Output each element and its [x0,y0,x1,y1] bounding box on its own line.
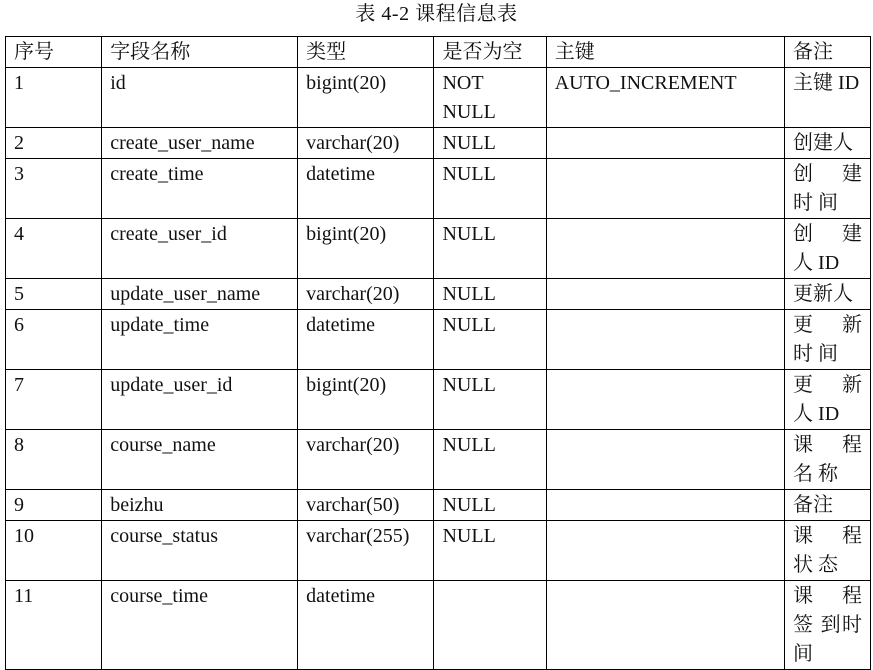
header-type: 类型 [298,37,434,68]
cell-nullable: NULL [434,370,546,430]
table-row [6,159,871,219]
header-no: 序号 [6,37,102,68]
table-row [6,310,871,370]
cell-field-name: course_name [102,430,298,490]
cell-field-name: create_user_id [102,219,298,279]
header-primary-key: 主键 [546,37,784,68]
table-row [6,128,871,159]
cell-type: varchar(255) [298,521,434,581]
cell-nullable: NULL [434,279,546,310]
cell-remark: 课 程 名 称 [785,430,871,490]
table-row [6,430,871,490]
course-info-table [5,36,871,670]
cell-no: 9 [6,490,102,521]
cell-no: 10 [6,521,102,581]
cell-type: varchar(20) [298,279,434,310]
cell-primary-key [546,310,784,370]
cell-type: datetime [298,581,434,670]
cell-type: bigint(20) [298,370,434,430]
cell-type: varchar(20) [298,430,434,490]
cell-primary-key [546,490,784,521]
header-remark: 备注 [785,37,871,68]
table-row [6,521,871,581]
header-field-name: 字段名称 [102,37,298,68]
table-body [6,68,871,670]
cell-no: 2 [6,128,102,159]
cell-field-name: create_time [102,159,298,219]
cell-no: 11 [6,581,102,670]
cell-remark: 创建人 [785,128,871,159]
cell-primary-key [546,370,784,430]
cell-no: 7 [6,370,102,430]
cell-type: datetime [298,159,434,219]
cell-no: 5 [6,279,102,310]
cell-remark: 课 程 签 到时间 [785,581,871,670]
cell-type: datetime [298,310,434,370]
table-row [6,490,871,521]
cell-no: 1 [6,68,102,128]
cell-nullable [434,581,546,670]
table-row [6,219,871,279]
cell-primary-key [546,430,784,490]
cell-remark: 创 建 人 ID [785,219,871,279]
cell-field-name: update_time [102,310,298,370]
cell-primary-key [546,159,784,219]
cell-nullable: NULL [434,128,546,159]
cell-primary-key [546,128,784,159]
cell-nullable: NULL [434,159,546,219]
header-nullable: 是否为空 [434,37,546,68]
cell-primary-key [546,521,784,581]
table-row [6,68,871,128]
cell-remark: 备注 [785,490,871,521]
table-row [6,279,871,310]
cell-remark: 更 新 时 间 [785,310,871,370]
table-caption: 表 4-2 课程信息表 [355,3,518,25]
cell-primary-key [546,581,784,670]
cell-field-name: course_status [102,521,298,581]
cell-no: 3 [6,159,102,219]
table-header-row [6,37,871,68]
table-row [6,370,871,430]
cell-type: varchar(20) [298,128,434,159]
cell-no: 8 [6,430,102,490]
cell-primary-key [546,219,784,279]
cell-field-name: create_user_name [102,128,298,159]
cell-type: bigint(20) [298,219,434,279]
cell-field-name: id [102,68,298,128]
cell-nullable: NULL [434,310,546,370]
cell-remark: 主键 ID [785,68,871,128]
cell-remark: 更 新 人 ID [785,370,871,430]
cell-field-name: course_time [102,581,298,670]
cell-field-name: beizhu [102,490,298,521]
cell-primary-key [546,279,784,310]
cell-nullable: NOT NULL [434,68,546,128]
cell-nullable: NULL [434,219,546,279]
cell-primary-key: AUTO_INCREMENT [546,68,784,128]
cell-remark: 更新人 [785,279,871,310]
cell-nullable: NULL [434,430,546,490]
cell-no: 4 [6,219,102,279]
table-row [6,581,871,670]
cell-nullable: NULL [434,490,546,521]
cell-remark: 创 建 时 间 [785,159,871,219]
cell-field-name: update_user_name [102,279,298,310]
cell-field-name: update_user_id [102,370,298,430]
cell-nullable: NULL [434,521,546,581]
cell-no: 6 [6,310,102,370]
cell-type: varchar(50) [298,490,434,521]
cell-type: bigint(20) [298,68,434,128]
cell-remark: 课 程 状 态 [785,521,871,581]
